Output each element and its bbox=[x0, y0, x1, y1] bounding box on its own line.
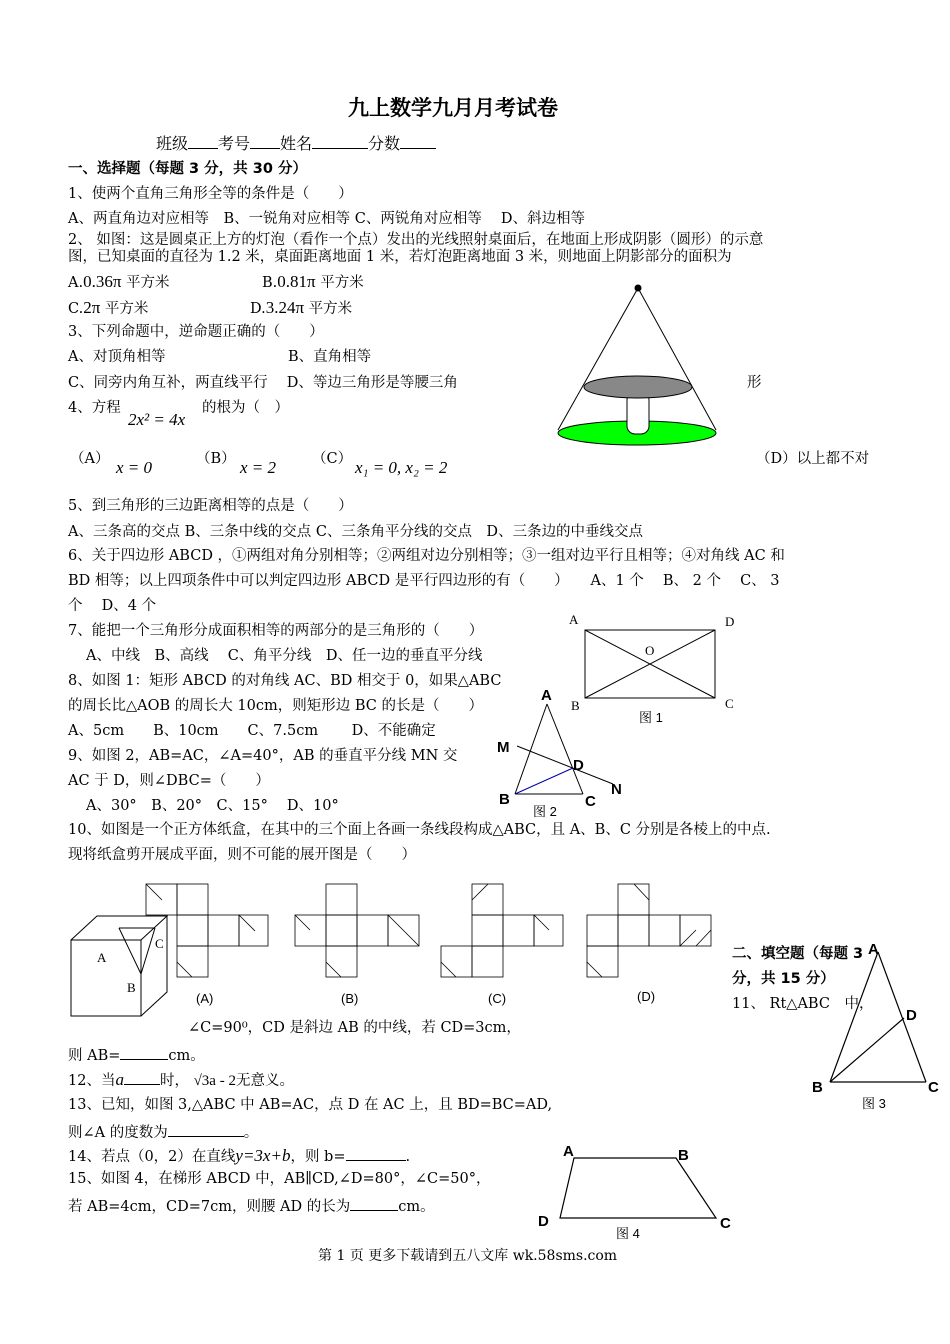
q2-stem-2: 图，已知桌面的直径为 1.2 米，桌面距离地面 1 米，若灯泡距离地面 3 米，则地面上阴影部分的面积为 bbox=[68, 249, 732, 265]
q9-line-1: 9、如图 2，AB=AC，∠A=40°，AB 的垂直平分线 MN 交 bbox=[68, 748, 458, 764]
q6-line-2: BD 相等；以上四项条件中可以判定四边形 ABCD 是平行四边形的有（ ） A、1 个 B、 2 个 C、 3 bbox=[68, 573, 780, 589]
fig4-label-c: C bbox=[720, 1215, 731, 1232]
q9-line-2: AC 于 D，则∠DBC=（ ） bbox=[68, 773, 270, 789]
q6-line-3: 个 D、4 个 bbox=[68, 598, 157, 614]
q4-option-c-value: x₁ = 0, x₂ = 2 bbox=[355, 458, 448, 477]
q3-option-cd: C、同旁内角互补，两直线平行 D、等边三角形是等腰三角 bbox=[68, 375, 458, 391]
net-c[interactable] bbox=[436, 880, 571, 980]
q4-stem-tail: 的根为（ ） bbox=[202, 400, 289, 416]
q11-line-1: 11、 Rt△ABC 中， bbox=[732, 996, 874, 1012]
q8-line-1: 8、如图 1：矩形 ABCD 的对角线 AC、BD 相交于 0，如果△ABC bbox=[68, 673, 502, 689]
fig2-label-d: D bbox=[573, 757, 584, 774]
q15-line-2: 若 AB=4cm，CD=7cm，则腰 AD 的长为 cm。 bbox=[68, 1196, 435, 1216]
q9-options: A、30° B、20° C、15° D、10° bbox=[86, 798, 339, 814]
fig2-label-a: A bbox=[541, 687, 552, 704]
fig3-label-c: C bbox=[928, 1079, 939, 1096]
q8-options: A、5cm B、10cm C、7.5cm D、不能确定 bbox=[68, 723, 436, 739]
q2-option-d: D.3.24π 平方米 bbox=[250, 298, 353, 317]
section-2-heading-line-2: 分，共 15 分） bbox=[732, 971, 835, 987]
footer: 第 1 页 更多下载请到五八文库 wk.58sms.com bbox=[318, 1248, 618, 1264]
fig3-label-d: D bbox=[906, 1007, 917, 1024]
q4-option-b-value: x = 2 bbox=[240, 458, 277, 477]
q14: 14、若点（0，2）在直线y=3x+b，则 b= . bbox=[68, 1146, 411, 1165]
q2-stem-1: 2、 如图：这是圆桌正上方的灯泡（看作一个点）发出的光线照射桌面后，在地面上形成阴影（圆形）的示意 bbox=[68, 232, 764, 248]
fig1-label-o: O bbox=[645, 643, 655, 658]
q7-stem: 7、能把一个三角形分成面积相等的两部分的是三角形的（ ） bbox=[68, 623, 484, 639]
q12-radical: √3a - 2 bbox=[193, 1073, 236, 1089]
q2-option-c: C.2π 平方米 bbox=[68, 298, 149, 317]
q12: 12、当a 时， √3a - 2无意义。 bbox=[68, 1070, 294, 1089]
q4-option-d: （D）以上都不对 bbox=[756, 451, 870, 467]
cube-label-c: C bbox=[155, 936, 164, 951]
q2-option-a: A.0.36π 平方米 bbox=[68, 272, 170, 291]
fig1-label-d: D bbox=[725, 614, 735, 629]
section-1-heading: 一、选择题（每题 3 分，共 30 分） bbox=[68, 161, 307, 177]
q4-equation: 2x² = 4x bbox=[128, 410, 186, 429]
q10-line-1: 10、如图是一个正方体纸盒，在其中的三个面上各画一条线段构成△ABC，且 A、B、C 分别是各棱上的中点. bbox=[68, 822, 771, 838]
fig1-label-c: C bbox=[725, 696, 734, 711]
net-d-label: (D) bbox=[637, 989, 656, 1004]
fig2-label-c: C bbox=[585, 793, 596, 810]
cube-label-b: B bbox=[127, 980, 136, 995]
table-top bbox=[584, 376, 692, 398]
q1-stem: 1、使两个直角三角形全等的条件是（ ） bbox=[68, 186, 353, 202]
q4-option-a-label: （A） bbox=[70, 451, 110, 467]
q4-option-c-label: （C） bbox=[312, 451, 353, 467]
q11-line-3: 则 AB= cm。 bbox=[68, 1045, 205, 1065]
light-bulb bbox=[635, 285, 642, 292]
q7-options: A、中线 B、高线 C、角平分线 D、任一边的垂直平分线 bbox=[86, 648, 483, 664]
q8-line-2: 的周长比△AOB 的周长大 10cm，则矩形边 BC 的长是（ ） bbox=[68, 698, 483, 714]
fig2-label-m: M bbox=[497, 739, 510, 756]
info-line: 班级 考号 姓名 分数 bbox=[156, 134, 436, 153]
fig4-label-d: D bbox=[538, 1213, 549, 1230]
q3-option-a: A、对顶角相等 bbox=[68, 349, 166, 365]
q11-line-2: ∠C=90⁰，CD 是斜边 AB 的中线，若 CD=3cm， bbox=[188, 1020, 521, 1036]
q13-line-2: 则∠A 的度数为 。 bbox=[68, 1122, 258, 1142]
fig2-caption: 图 2 bbox=[533, 804, 557, 819]
figure-3-triangle bbox=[808, 940, 943, 1115]
fig3-caption: 图 3 bbox=[862, 1096, 886, 1111]
q4-option-b-label: （B） bbox=[196, 451, 236, 467]
fig2-label-n: N bbox=[611, 781, 622, 798]
fig4-caption: 图 4 bbox=[616, 1226, 640, 1241]
fig3-label-b: B bbox=[812, 1079, 823, 1096]
fig1-label-a: A bbox=[569, 612, 579, 627]
fig1-caption: 图 1 bbox=[639, 710, 663, 725]
net-b[interactable] bbox=[290, 880, 425, 980]
q2-option-b: B.0.81π 平方米 bbox=[262, 272, 364, 291]
q4-stem: 4、方程 bbox=[68, 400, 121, 416]
q3-stem: 3、下列命题中，逆命题正确的（ ） bbox=[68, 324, 324, 340]
lamp-figure bbox=[550, 280, 725, 450]
net-a-label: (A) bbox=[196, 991, 214, 1006]
fig4-label-b: B bbox=[678, 1147, 689, 1164]
fig1-label-b: B bbox=[571, 698, 580, 713]
q5-options: A、三条高的交点 B、三条中线的交点 C、三条角平分线的交点 D、三条边的中垂线交点 bbox=[68, 524, 644, 540]
q10-line-2: 现将纸盒剪开展成平面，则不可能的展开图是（ ） bbox=[68, 847, 416, 863]
fig3-label-a: A bbox=[868, 941, 879, 958]
q6-line-1: 6、关于四边形 ABCD ，①两组对角分别相等；②两组对边分别相等；③一组对边平行且相等；④对角线 AC 和 bbox=[68, 548, 785, 564]
q3-option-cd-tail: 形 bbox=[747, 375, 762, 391]
net-b-label: (B) bbox=[341, 991, 359, 1006]
fig2-label-b: B bbox=[499, 791, 510, 808]
net-c-label: (C) bbox=[488, 991, 507, 1006]
page-title: 九上数学九月月考试卷 bbox=[348, 96, 558, 120]
cube-label-a: A bbox=[97, 950, 107, 965]
q5-stem: 5、到三角形的三边距离相等的点是（ ） bbox=[68, 498, 353, 514]
net-a[interactable] bbox=[140, 880, 275, 980]
q1-options: A、两直角边对应相等 B、一锐角对应相等 C、两锐角对应相等 D、斜边相等 bbox=[68, 211, 586, 227]
q13-line-1: 13、已知，如图 3,△ABC 中 AB=AC，点 D 在 AC 上，且 BD=BC=AD, bbox=[68, 1097, 553, 1113]
q15-line-1: 15、如图 4，在梯形 ABCD 中，AB∥CD,∠D=80°，∠C=50°， bbox=[68, 1171, 491, 1187]
section-2-heading-line-1: 二、填空题（每题 3 bbox=[732, 946, 864, 962]
net-d[interactable] bbox=[582, 880, 717, 980]
figure-2-triangle bbox=[495, 687, 635, 820]
fig4-label-a: A bbox=[563, 1143, 574, 1160]
q3-option-b: B、直角相等 bbox=[288, 349, 372, 365]
figure-4-trapezoid bbox=[530, 1140, 750, 1250]
q4-option-a-value: x = 0 bbox=[116, 458, 153, 477]
